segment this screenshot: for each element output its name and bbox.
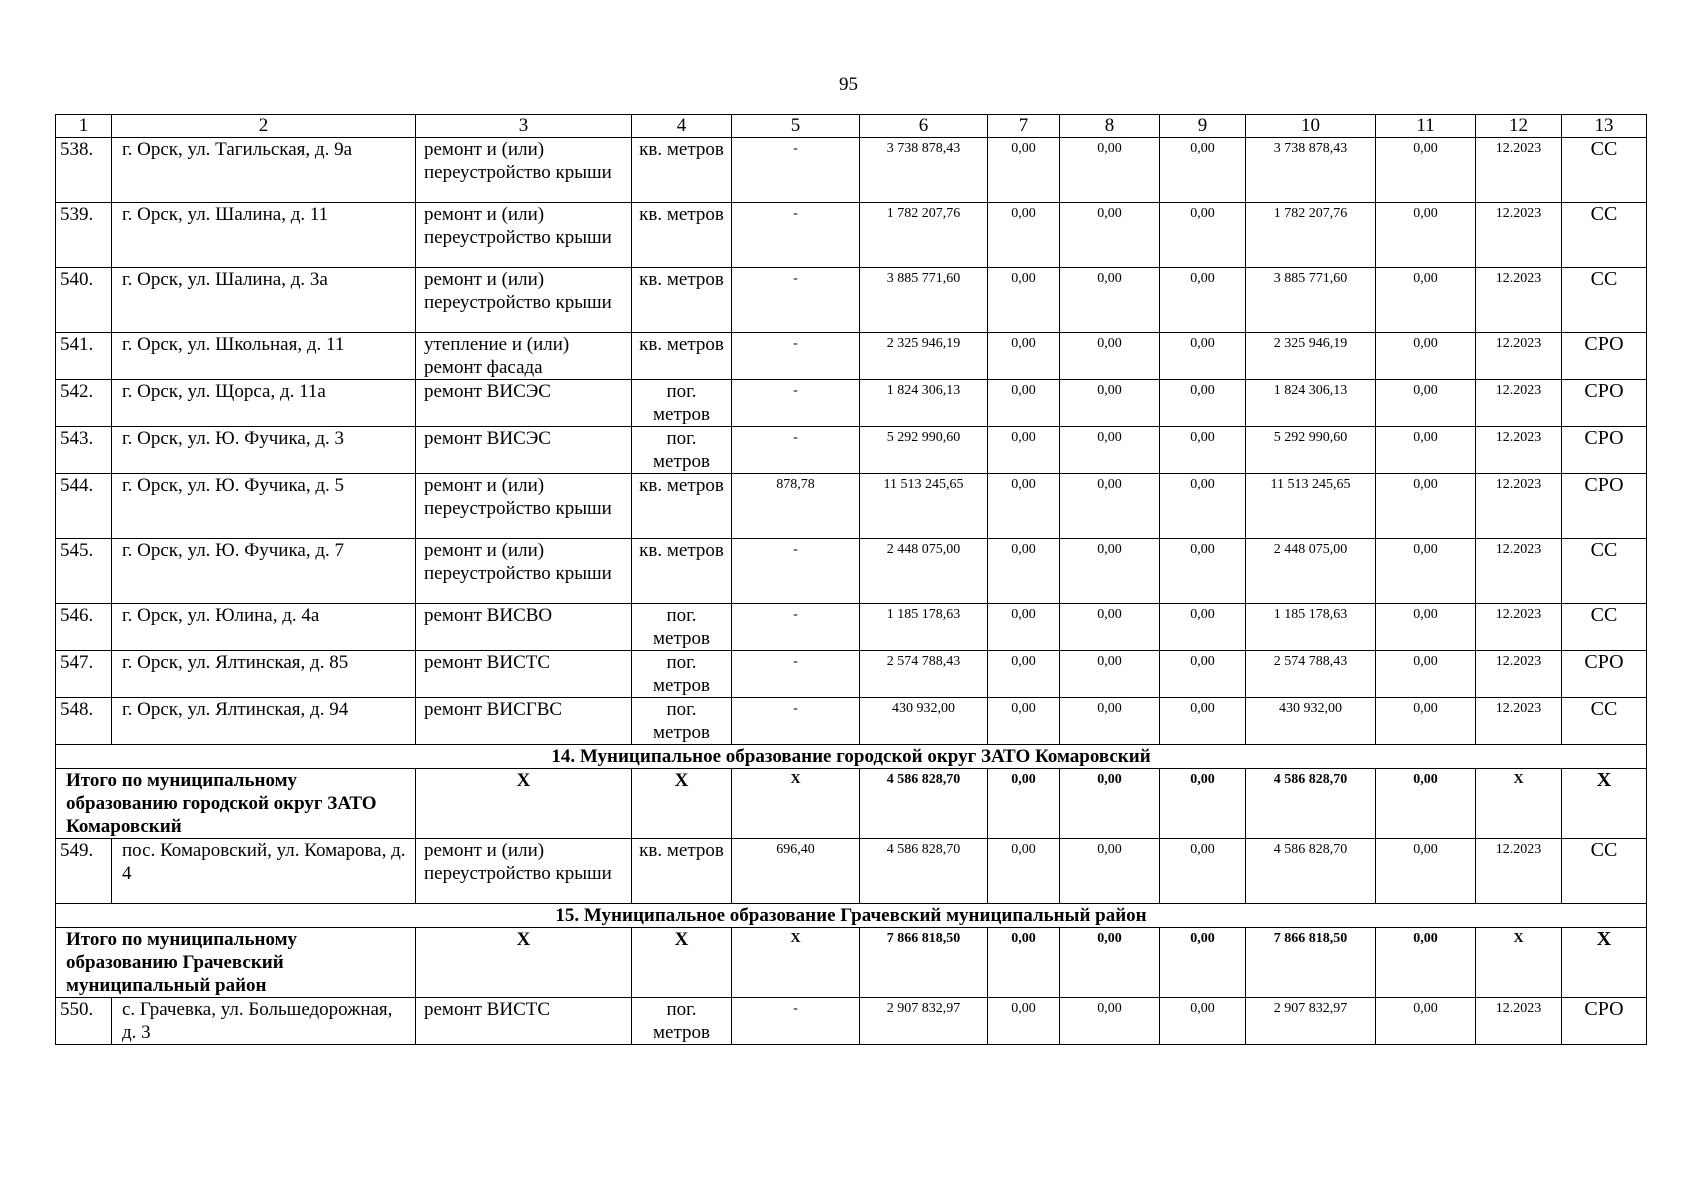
table-row bbox=[56, 839, 1647, 904]
owners-funds-cell: 7 866 818,50 bbox=[1246, 928, 1376, 998]
col-header: 5 bbox=[732, 115, 860, 138]
address-cell: г. Орск, ул. Юлина, д. 4а bbox=[112, 604, 416, 651]
deadline-cell: 12.2023 bbox=[1476, 427, 1562, 474]
col-header: 9 bbox=[1160, 115, 1246, 138]
address-cell: г. Орск, ул. Ю. Фучика, д. 5 bbox=[112, 474, 416, 539]
owners-funds-cell: 3 738 878,43 bbox=[1246, 138, 1376, 203]
fund-cell: 0,00 bbox=[1376, 698, 1476, 745]
works-table bbox=[55, 114, 1647, 1045]
address-cell: г. Орск, ул. Ю. Фучика, д. 3 bbox=[112, 427, 416, 474]
method-cell: СС bbox=[1562, 698, 1647, 745]
owners-funds-cell: 4 586 828,70 bbox=[1246, 839, 1376, 904]
work-type-cell: ремонт ВИСВО bbox=[416, 604, 632, 651]
total-row bbox=[56, 769, 1647, 839]
owners-funds-cell: 2 448 075,00 bbox=[1246, 539, 1376, 604]
work-type-cell: ремонт и (или) переустройство крыши bbox=[416, 474, 632, 539]
total-cost-cell: 11 513 245,65 bbox=[860, 474, 988, 539]
fund-cell: 0,00 bbox=[1376, 138, 1476, 203]
table-row bbox=[56, 380, 1647, 427]
owners-funds-cell: 2 574 788,43 bbox=[1246, 651, 1376, 698]
fund-cell: 0,00 bbox=[1376, 474, 1476, 539]
fund-cell: 0,00 bbox=[988, 203, 1060, 268]
area-cell: 696,40 bbox=[732, 839, 860, 904]
table-body bbox=[56, 115, 1647, 1045]
x-cell: X bbox=[732, 769, 860, 839]
fund-cell: 0,00 bbox=[1060, 474, 1160, 539]
deadline-cell: 12.2023 bbox=[1476, 203, 1562, 268]
total-cost-cell: 3 738 878,43 bbox=[860, 138, 988, 203]
area-cell: - bbox=[732, 427, 860, 474]
x-cell: X bbox=[416, 769, 632, 839]
owners-funds-cell: 1 185 178,63 bbox=[1246, 604, 1376, 651]
table-row bbox=[56, 474, 1647, 539]
col-header: 4 bbox=[632, 115, 732, 138]
fund-cell: 0,00 bbox=[1060, 203, 1160, 268]
x-cell: X bbox=[416, 928, 632, 998]
fund-cell: 0,00 bbox=[1376, 998, 1476, 1045]
fund-cell: 0,00 bbox=[1160, 539, 1246, 604]
x-cell: X bbox=[1476, 769, 1562, 839]
work-type-cell: ремонт и (или) переустройство крыши bbox=[416, 138, 632, 203]
deadline-cell: 12.2023 bbox=[1476, 539, 1562, 604]
row-number: 548. bbox=[56, 698, 112, 745]
row-number: 539. bbox=[56, 203, 112, 268]
fund-cell: 0,00 bbox=[1376, 928, 1476, 998]
area-cell: - bbox=[732, 268, 860, 333]
total-cost-cell: 3 885 771,60 bbox=[860, 268, 988, 333]
fund-cell: 0,00 bbox=[1060, 769, 1160, 839]
area-cell: - bbox=[732, 998, 860, 1045]
col-header: 8 bbox=[1060, 115, 1160, 138]
fund-cell: 0,00 bbox=[988, 698, 1060, 745]
owners-funds-cell: 430 932,00 bbox=[1246, 698, 1376, 745]
row-number: 543. bbox=[56, 427, 112, 474]
total-cost-cell: 430 932,00 bbox=[860, 698, 988, 745]
fund-cell: 0,00 bbox=[1060, 427, 1160, 474]
fund-cell: 0,00 bbox=[1376, 268, 1476, 333]
x-cell: X bbox=[1562, 769, 1647, 839]
table-row bbox=[56, 333, 1647, 380]
work-type-cell: утепление и (или) ремонт фасада bbox=[416, 333, 632, 380]
unit-cell: пог. метров bbox=[632, 698, 732, 745]
row-number: 547. bbox=[56, 651, 112, 698]
fund-cell: 0,00 bbox=[988, 539, 1060, 604]
fund-cell: 0,00 bbox=[988, 268, 1060, 333]
area-cell: - bbox=[732, 333, 860, 380]
fund-cell: 0,00 bbox=[1160, 427, 1246, 474]
fund-cell: 0,00 bbox=[1160, 839, 1246, 904]
table-row bbox=[56, 698, 1647, 745]
total-cost-cell: 2 574 788,43 bbox=[860, 651, 988, 698]
unit-cell: кв. метров bbox=[632, 203, 732, 268]
method-cell: СРО bbox=[1562, 427, 1647, 474]
method-cell: СРО bbox=[1562, 474, 1647, 539]
area-cell: - bbox=[732, 651, 860, 698]
fund-cell: 0,00 bbox=[1160, 138, 1246, 203]
fund-cell: 0,00 bbox=[1376, 539, 1476, 604]
fund-cell: 0,00 bbox=[988, 138, 1060, 203]
section-heading-row bbox=[56, 745, 1647, 769]
section-title: 14. Муниципальное образование городской округ ЗАТО Комаровский bbox=[56, 745, 1647, 769]
unit-cell: кв. метров bbox=[632, 268, 732, 333]
area-cell: - bbox=[732, 203, 860, 268]
work-type-cell: ремонт ВИСТС bbox=[416, 651, 632, 698]
table-row bbox=[56, 268, 1647, 333]
total-row bbox=[56, 928, 1647, 998]
total-cost-cell: 2 907 832,97 bbox=[860, 998, 988, 1045]
deadline-cell: 12.2023 bbox=[1476, 998, 1562, 1045]
fund-cell: 0,00 bbox=[1376, 203, 1476, 268]
work-type-cell: ремонт и (или) переустройство крыши bbox=[416, 539, 632, 604]
unit-cell: кв. метров bbox=[632, 839, 732, 904]
row-number: 550. bbox=[56, 998, 112, 1045]
section-heading-row bbox=[56, 904, 1647, 928]
col-header: 3 bbox=[416, 115, 632, 138]
unit-cell: кв. метров bbox=[632, 333, 732, 380]
fund-cell: 0,00 bbox=[1160, 268, 1246, 333]
unit-cell: пог. метров bbox=[632, 651, 732, 698]
total-cost-cell: 1 824 306,13 bbox=[860, 380, 988, 427]
work-type-cell: ремонт ВИСТС bbox=[416, 998, 632, 1045]
table-row bbox=[56, 604, 1647, 651]
owners-funds-cell: 1 782 207,76 bbox=[1246, 203, 1376, 268]
fund-cell: 0,00 bbox=[1060, 138, 1160, 203]
deadline-cell: 12.2023 bbox=[1476, 474, 1562, 539]
deadline-cell: 12.2023 bbox=[1476, 651, 1562, 698]
fund-cell: 0,00 bbox=[988, 769, 1060, 839]
fund-cell: 0,00 bbox=[1160, 333, 1246, 380]
col-header: 13 bbox=[1562, 115, 1647, 138]
deadline-cell: 12.2023 bbox=[1476, 604, 1562, 651]
deadline-cell: 12.2023 bbox=[1476, 380, 1562, 427]
fund-cell: 0,00 bbox=[1376, 604, 1476, 651]
owners-funds-cell: 4 586 828,70 bbox=[1246, 769, 1376, 839]
total-cost-cell: 2 448 075,00 bbox=[860, 539, 988, 604]
fund-cell: 0,00 bbox=[1160, 380, 1246, 427]
deadline-cell: 12.2023 bbox=[1476, 333, 1562, 380]
method-cell: СС bbox=[1562, 268, 1647, 333]
total-label: Итого по муниципальному образованию городской округ ЗАТО Комаровский bbox=[56, 769, 416, 839]
total-cost-cell: 1 782 207,76 bbox=[860, 203, 988, 268]
fund-cell: 0,00 bbox=[1376, 333, 1476, 380]
address-cell: г. Орск, ул. Щорса, д. 11а bbox=[112, 380, 416, 427]
fund-cell: 0,00 bbox=[1376, 651, 1476, 698]
area-cell: 878,78 bbox=[732, 474, 860, 539]
fund-cell: 0,00 bbox=[1060, 998, 1160, 1045]
col-header: 1 bbox=[56, 115, 112, 138]
area-cell: - bbox=[732, 698, 860, 745]
fund-cell: 0,00 bbox=[988, 604, 1060, 651]
method-cell: СРО bbox=[1562, 333, 1647, 380]
total-cost-cell: 4 586 828,70 bbox=[860, 839, 988, 904]
col-header: 6 bbox=[860, 115, 988, 138]
row-number: 540. bbox=[56, 268, 112, 333]
fund-cell: 0,00 bbox=[1060, 928, 1160, 998]
work-type-cell: ремонт и (или) переустройство крыши bbox=[416, 203, 632, 268]
total-cost-cell: 2 325 946,19 bbox=[860, 333, 988, 380]
table-row bbox=[56, 651, 1647, 698]
x-cell: X bbox=[1562, 928, 1647, 998]
total-cost-cell: 7 866 818,50 bbox=[860, 928, 988, 998]
fund-cell: 0,00 bbox=[1376, 769, 1476, 839]
row-number: 544. bbox=[56, 474, 112, 539]
unit-cell: кв. метров bbox=[632, 138, 732, 203]
area-cell: - bbox=[732, 604, 860, 651]
fund-cell: 0,00 bbox=[1376, 427, 1476, 474]
deadline-cell: 12.2023 bbox=[1476, 698, 1562, 745]
fund-cell: 0,00 bbox=[1060, 651, 1160, 698]
row-number: 542. bbox=[56, 380, 112, 427]
unit-cell: кв. метров bbox=[632, 539, 732, 604]
col-header: 11 bbox=[1376, 115, 1476, 138]
fund-cell: 0,00 bbox=[1060, 539, 1160, 604]
method-cell: СРО bbox=[1562, 651, 1647, 698]
work-type-cell: ремонт ВИСЭС bbox=[416, 427, 632, 474]
row-number: 549. bbox=[56, 839, 112, 904]
fund-cell: 0,00 bbox=[1060, 268, 1160, 333]
fund-cell: 0,00 bbox=[1160, 998, 1246, 1045]
col-header: 7 bbox=[988, 115, 1060, 138]
method-cell: СРО bbox=[1562, 998, 1647, 1045]
fund-cell: 0,00 bbox=[988, 427, 1060, 474]
fund-cell: 0,00 bbox=[1376, 839, 1476, 904]
col-header: 12 bbox=[1476, 115, 1562, 138]
unit-cell: пог. метров bbox=[632, 998, 732, 1045]
row-number: 541. bbox=[56, 333, 112, 380]
fund-cell: 0,00 bbox=[1160, 769, 1246, 839]
x-cell: X bbox=[632, 769, 732, 839]
column-number-row bbox=[56, 115, 1647, 138]
col-header: 2 bbox=[112, 115, 416, 138]
fund-cell: 0,00 bbox=[1160, 698, 1246, 745]
total-cost-cell: 1 185 178,63 bbox=[860, 604, 988, 651]
fund-cell: 0,00 bbox=[1160, 604, 1246, 651]
table-row bbox=[56, 203, 1647, 268]
fund-cell: 0,00 bbox=[1060, 839, 1160, 904]
row-number: 545. bbox=[56, 539, 112, 604]
address-cell: г. Орск, ул. Шалина, д. 11 bbox=[112, 203, 416, 268]
row-number: 538. bbox=[56, 138, 112, 203]
deadline-cell: 12.2023 bbox=[1476, 839, 1562, 904]
unit-cell: кв. метров bbox=[632, 474, 732, 539]
address-cell: г. Орск, ул. Тагильская, д. 9а bbox=[112, 138, 416, 203]
address-cell: г. Орск, ул. Ялтинская, д. 94 bbox=[112, 698, 416, 745]
col-header: 10 bbox=[1246, 115, 1376, 138]
unit-cell: пог. метров bbox=[632, 604, 732, 651]
address-cell: г. Орск, ул. Ю. Фучика, д. 7 bbox=[112, 539, 416, 604]
area-cell: - bbox=[732, 380, 860, 427]
work-type-cell: ремонт и (или) переустройство крыши bbox=[416, 268, 632, 333]
fund-cell: 0,00 bbox=[988, 333, 1060, 380]
total-cost-cell: 5 292 990,60 bbox=[860, 427, 988, 474]
owners-funds-cell: 5 292 990,60 bbox=[1246, 427, 1376, 474]
owners-funds-cell: 1 824 306,13 bbox=[1246, 380, 1376, 427]
owners-funds-cell: 2 907 832,97 bbox=[1246, 998, 1376, 1045]
address-cell: с. Грачевка, ул. Большедорожная, д. 3 bbox=[112, 998, 416, 1045]
fund-cell: 0,00 bbox=[1060, 380, 1160, 427]
fund-cell: 0,00 bbox=[1060, 604, 1160, 651]
fund-cell: 0,00 bbox=[1376, 380, 1476, 427]
fund-cell: 0,00 bbox=[1060, 333, 1160, 380]
method-cell: СС bbox=[1562, 203, 1647, 268]
x-cell: X bbox=[1476, 928, 1562, 998]
total-cost-cell: 4 586 828,70 bbox=[860, 769, 988, 839]
x-cell: X bbox=[732, 928, 860, 998]
method-cell: СРО bbox=[1562, 380, 1647, 427]
owners-funds-cell: 2 325 946,19 bbox=[1246, 333, 1376, 380]
fund-cell: 0,00 bbox=[988, 839, 1060, 904]
fund-cell: 0,00 bbox=[1160, 928, 1246, 998]
fund-cell: 0,00 bbox=[1160, 474, 1246, 539]
work-type-cell: ремонт и (или) переустройство крыши bbox=[416, 839, 632, 904]
address-cell: г. Орск, ул. Шалина, д. 3а bbox=[112, 268, 416, 333]
table-row bbox=[56, 539, 1647, 604]
fund-cell: 0,00 bbox=[1060, 698, 1160, 745]
row-number: 546. bbox=[56, 604, 112, 651]
fund-cell: 0,00 bbox=[988, 474, 1060, 539]
x-cell: X bbox=[632, 928, 732, 998]
address-cell: г. Орск, ул. Школьная, д. 11 bbox=[112, 333, 416, 380]
method-cell: СС bbox=[1562, 539, 1647, 604]
fund-cell: 0,00 bbox=[1160, 203, 1246, 268]
page-number: 95 bbox=[839, 74, 858, 95]
total-label: Итого по муниципальному образованию Грачевский муниципальный район bbox=[56, 928, 416, 998]
deadline-cell: 12.2023 bbox=[1476, 268, 1562, 333]
fund-cell: 0,00 bbox=[988, 380, 1060, 427]
method-cell: СС bbox=[1562, 839, 1647, 904]
fund-cell: 0,00 bbox=[988, 998, 1060, 1045]
work-type-cell: ремонт ВИСГВС bbox=[416, 698, 632, 745]
table-row bbox=[56, 138, 1647, 203]
fund-cell: 0,00 bbox=[1160, 651, 1246, 698]
address-cell: пос. Комаровский, ул. Комарова, д. 4 bbox=[112, 839, 416, 904]
section-title: 15. Муниципальное образование Грачевский муниципальный район bbox=[56, 904, 1647, 928]
unit-cell: пог. метров bbox=[632, 380, 732, 427]
fund-cell: 0,00 bbox=[988, 651, 1060, 698]
fund-cell: 0,00 bbox=[988, 928, 1060, 998]
area-cell: - bbox=[732, 138, 860, 203]
unit-cell: пог. метров bbox=[632, 427, 732, 474]
area-cell: - bbox=[732, 539, 860, 604]
work-type-cell: ремонт ВИСЭС bbox=[416, 380, 632, 427]
deadline-cell: 12.2023 bbox=[1476, 138, 1562, 203]
method-cell: СС bbox=[1562, 604, 1647, 651]
method-cell: СС bbox=[1562, 138, 1647, 203]
table-row bbox=[56, 998, 1647, 1045]
owners-funds-cell: 3 885 771,60 bbox=[1246, 268, 1376, 333]
table-row bbox=[56, 427, 1647, 474]
address-cell: г. Орск, ул. Ялтинская, д. 85 bbox=[112, 651, 416, 698]
owners-funds-cell: 11 513 245,65 bbox=[1246, 474, 1376, 539]
